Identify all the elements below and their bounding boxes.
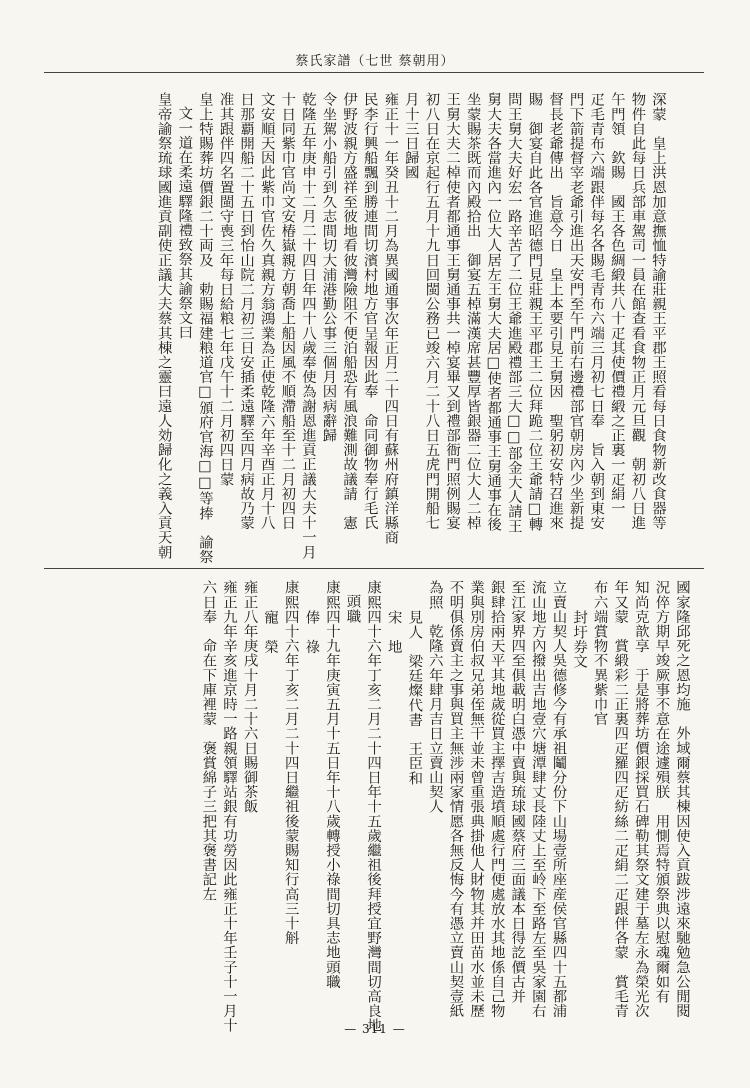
text-column: 乾隆五年庚申十二月二十四日年四十八歲奉使為謝恩進貢正議大夫十一月 bbox=[299, 92, 316, 560]
text-column: 流山地方內撥出吉地壹穴塘潭肆丈長陸丈上至岭下至路左至吳家園右 bbox=[529, 580, 546, 1018]
text-column: 民李行興船飄到勝連間切濱村地方官呈報因此奉 命同御物奉行毛氏 bbox=[361, 92, 378, 530]
text-column: 坐蒙賜茶既而內殿拾出 御宴五棹滿漢席甚豐厚皆銀器二位大人二棹 bbox=[464, 92, 481, 530]
text-column: 寵 榮 bbox=[262, 610, 279, 654]
section-divider bbox=[44, 568, 704, 569]
text-column: 雍正十一年癸丑十二月為異國通事次年正月二十四日有蘇州府鎮洋縣商 bbox=[382, 92, 399, 545]
text-column: 為照 乾隆六年肆月吉日立賣山契人 bbox=[426, 580, 443, 814]
text-column: 令坐駕小船引到久志間切大浦港勤公事三個月因病辭歸 bbox=[320, 92, 337, 443]
text-column: 疋毛青布六端跟伴每名各賜毛青布六端三月初七日奉 旨入朝到東安 bbox=[588, 92, 605, 530]
text-column: 見人 梁廷燦代書 王臣和 bbox=[406, 610, 423, 786]
text-column: 月十三日歸國 bbox=[402, 92, 419, 180]
text-column: 文安順天因此紫巾官佐久真親方翁鴻業為正使乾隆六年辛酉正月十八 bbox=[258, 92, 275, 530]
text-column: 至江家界四至俱載明白憑中賣與琉球國蔡府三面議本日得訖價古并 bbox=[509, 580, 526, 1004]
text-column: 雍正八年庚戌十月二十六日賜御茶飯 bbox=[241, 580, 258, 814]
text-column: 宋 地 bbox=[385, 610, 402, 654]
text-column: 業與別房伯叔兄弟侄無干並未曾重張典掛他人財物其并田苗水並未歷 bbox=[468, 580, 485, 1018]
text-column: 康熙四十六年丁亥二月二十四日繼祖後蒙賜知行高三十斛 bbox=[282, 580, 299, 945]
text-column: 知尚克歆享 于是將葬坊價銀採買石碑勒其祭文建于墓左永為榮光次 bbox=[632, 580, 649, 1018]
text-column: 布六端賞物不異紫巾官 bbox=[591, 580, 608, 726]
text-column: 初八日在京起行五月十九日回閩公務已竣六月二十八日五虎門開船七 bbox=[423, 92, 440, 530]
text-column: 午門領 欽賜 國王各色綢緞共八十疋其使價禮緞之正裏一疋絹一 bbox=[608, 92, 625, 516]
text-column: 康熙四十九年庚寅五月十五日年十八歲轉授小祿間切具志地頭職 bbox=[323, 580, 340, 989]
text-column: 封圩券文 bbox=[571, 610, 588, 669]
page-number: — 311 — bbox=[344, 1022, 406, 1036]
text-column: 皇上特賜葬坊價銀二十両及 勅賜福建粮道官□頒府官海□□等捧 諭祭 bbox=[196, 92, 213, 564]
text-column: 頭職 bbox=[344, 594, 361, 624]
text-column: 伊野波親方盛祥至彼地看彼灣險阻不便泊船恐有風浪難測故議請 憲 bbox=[341, 92, 358, 530]
text-column: 雍正九年辛亥進京時一路親領驛站銀有功勞因此雍正十年壬子十一月十 bbox=[220, 580, 237, 1033]
text-column: 立賣山契人吳德修今有承祖鬮分份下山場壹所座産侯官縣四十五都浦 bbox=[550, 580, 567, 1018]
page-header: 蔡氏家譜（七世 蔡朝用） bbox=[295, 54, 455, 69]
text-column: 文一道在柔遠驛隆禮致祭其諭祭文曰 bbox=[176, 106, 193, 340]
text-column: 六日奉 命在下庫裡蒙 褒賞綿子三把其褒書記左 bbox=[200, 580, 217, 902]
text-column: 問王舅大夫好宏一路辛苦了二位王爺進殿禮部三大□□部金大人請王 bbox=[505, 92, 522, 534]
text-column: 門下箭提督宰老爺引進出天安門至午門前右邊禮部官朝房內少坐新提 bbox=[567, 92, 584, 530]
text-column: 王舅大夫二棹使者都通事王舅通事共一棹宴畢又到禮部衙門照例賜宴 bbox=[444, 92, 461, 530]
text-column: 物件自此每日兵部車駕司一員在館查看食物正月元旦觀 朝初八日進 bbox=[629, 92, 646, 530]
text-column: 賜 御宴自此各官進昭德門見莊親王平郡王二位拜跪二位王爺請□轉 bbox=[526, 92, 543, 532]
header-rule bbox=[44, 72, 704, 73]
text-column: 十日同紫巾官尚文安椿嶽親方朝喬上船因風不順滯船至十二月初四日 bbox=[279, 92, 296, 530]
text-column: 督長老爺傳出 旨意今日 皇上本要引見王舅因 聖躬初安特召進來 bbox=[547, 92, 564, 530]
upper-text-block bbox=[153, 92, 668, 562]
text-column: 皇帝諭祭琉球國進貢副使正議大夫蔡其棟之靈曰遠人効歸化之義入貢天朝 bbox=[155, 92, 172, 560]
text-column: 年又蒙 賞緞彩二正裏四疋羅四疋紡絲二疋絹二疋跟伴各蒙 賞毛青 bbox=[612, 580, 629, 1018]
text-column: 國家隆邱死之恩均施 外域爾蔡其棟因使入貢跋涉遠來馳勉急公閒閱 bbox=[674, 580, 690, 1018]
text-column: 日那覇開船二十五日到怡山院二月初三日安插柔遠驛至四月病故乃蒙 bbox=[238, 92, 255, 530]
text-column: 俸 祿 bbox=[303, 610, 320, 654]
text-column: 康熙四十六年丁亥二月二十四日年十五歲繼祖後拜授宜野灣間切高良地 bbox=[365, 580, 382, 1033]
text-column: 不明俱係賣主之事與買主無涉兩家情愿各無反悔今有憑立賣山契壹紙 bbox=[447, 580, 464, 1018]
text-column: 銀肆拾兩天平其地歲從買主擇吉造墳順處行門便處放水其地係自己物 bbox=[488, 580, 505, 1018]
text-column: 深蒙 皇上洪恩加意撫恤特諭莊親王平郡王照看每日食物新改食器等 bbox=[650, 92, 666, 530]
text-column: 准其跟伴四名置閩守喪三年每日給粮七年戊午十二月初四日蒙 bbox=[217, 92, 234, 487]
text-column: 舅大夫各當進內一位大人居左王舅大夫居□使者都通事王舅通事在後 bbox=[485, 92, 502, 532]
text-column: 況倅方期早竣厥事不意在途遽殞朕 用惻焉特頒祭典以慰魂爾如有 bbox=[653, 580, 670, 1004]
